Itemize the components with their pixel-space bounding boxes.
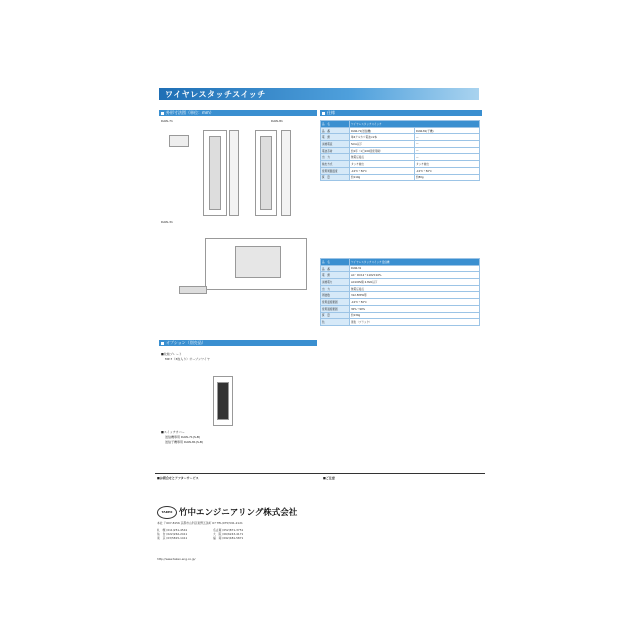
label-daw31: DAW-31 xyxy=(161,220,173,224)
table-cell: 質 量 xyxy=(321,312,350,319)
square-icon xyxy=(322,112,325,115)
table-row xyxy=(321,265,480,272)
table-cell: — xyxy=(415,141,480,148)
table-row xyxy=(321,154,480,161)
table-cell: 312.5MHz帯 xyxy=(350,292,480,299)
table-row xyxy=(321,279,480,286)
table-row xyxy=(321,312,480,319)
table-cell: 単4アルカリ電池×2本 xyxy=(350,134,415,141)
table-cell: 品 名 xyxy=(321,121,350,128)
table-header-row xyxy=(321,121,480,128)
company-url: http://www.takex-eng.co.jp/ xyxy=(157,557,196,561)
table-cell: — xyxy=(415,154,480,161)
square-icon xyxy=(161,112,164,115)
table-row xyxy=(321,292,480,299)
table-cell: 出 力 xyxy=(321,285,350,292)
table-cell: ワイヤレスタッチスイッチ受信機 xyxy=(350,259,480,266)
side-view-drawing xyxy=(169,135,189,147)
table-cell: 使用温度範囲 xyxy=(321,299,350,306)
daw81-touch-plate xyxy=(260,136,272,210)
table-cell: 無電圧接点 xyxy=(350,285,480,292)
table-cell: 約80g xyxy=(415,174,480,181)
table-cell: — xyxy=(415,147,480,154)
footer-divider xyxy=(155,473,485,474)
table-cell: 約1年（1日100回使用時） xyxy=(350,147,415,154)
table-cell: 品 名 xyxy=(321,259,350,266)
option-plate-body: MP-7（3枚入り）オープンワイヤ xyxy=(165,357,210,361)
daw81-side-outline xyxy=(281,130,291,216)
office-entry: 福 岡 (092)481-5871 xyxy=(213,536,244,540)
table-row xyxy=(321,285,480,292)
section-title: 外形寸法図（単位：mm） xyxy=(166,110,214,115)
table-cell: AC・DC12～110V±10% xyxy=(350,272,480,279)
section-title: 仕様 xyxy=(327,110,335,115)
spec-table-transmitter xyxy=(320,120,480,181)
table-cell: 30%～90% xyxy=(350,305,480,312)
headquarters-address: 本社 〒607-8156 京都市山科区東野五条町 67 TEL(075)591-2121 xyxy=(157,521,243,525)
table-row xyxy=(321,272,480,279)
table-cell: 使用周囲温度 xyxy=(321,167,350,174)
table-cell: 黒色（ブラック） xyxy=(350,319,480,326)
table-cell: 消費電流 xyxy=(321,141,350,148)
option-switch-dark xyxy=(217,382,229,420)
catalog-page xyxy=(155,78,485,583)
daw31-cable xyxy=(179,286,207,294)
table-row xyxy=(321,305,480,312)
takex-logo: TAKEX xyxy=(157,506,177,519)
company-name: 竹中エンジニアリング株式会社 xyxy=(179,508,298,518)
table-row xyxy=(321,141,480,148)
table-cell: 消費電力 xyxy=(321,279,350,286)
daw31-board xyxy=(235,246,281,278)
table-cell: 約130g xyxy=(350,312,480,319)
table-cell: 電 源 xyxy=(321,134,350,141)
table-cell: 5mA以下 xyxy=(350,141,415,148)
table-cell: -10℃～50℃ xyxy=(350,167,415,174)
table-cell: 約110g xyxy=(350,174,415,181)
table-cell: タッチ検出 xyxy=(415,161,480,168)
table-cell: タッチ検出 xyxy=(350,161,415,168)
section-header-spec xyxy=(320,110,482,116)
table-row xyxy=(321,161,480,168)
table-cell: 検出方式 xyxy=(321,161,350,168)
table-row xyxy=(321,319,480,326)
table-row xyxy=(321,299,480,306)
option-cover-title: ■スイッチカバー xyxy=(161,430,185,434)
option-cover-body-2: 送信子機専用 DAW-81(S-B) xyxy=(165,440,204,444)
table-cell: 質 量 xyxy=(321,174,350,181)
section-title: オプション（別売品） xyxy=(166,340,206,345)
table-row xyxy=(321,134,480,141)
table-cell: 使用湿度範囲 xyxy=(321,305,350,312)
office-entry: 東 京 (03)5815-1411 xyxy=(157,536,188,540)
table-cell: 出 力 xyxy=(321,154,350,161)
table-cell: DAW-71(送信機) xyxy=(350,127,415,134)
footer-caution-heading: ■ご注意 xyxy=(323,476,335,480)
office-entry: 名古屋 (052)871-3751 xyxy=(213,528,244,532)
table-row xyxy=(321,127,480,134)
table-cell: AC100V時 2.8VA以下 xyxy=(350,279,480,286)
table-cell: 電池寿命 xyxy=(321,147,350,154)
section-header-options xyxy=(159,340,317,346)
daw71-touch-plate xyxy=(209,136,221,210)
label-daw81: DAW-81 xyxy=(271,119,283,123)
label-daw71: DAW-71 xyxy=(161,119,173,123)
page-title: ワイヤレスタッチスイッチ xyxy=(165,90,266,99)
table-cell: 品 番 xyxy=(321,127,350,134)
table-cell: ワイヤレスタッチスイッチ xyxy=(350,121,480,128)
option-cover-body: 送信機専用 DAW-71(S-B) xyxy=(165,435,201,439)
table-header-row xyxy=(321,259,480,266)
spec-table-receiver xyxy=(320,258,480,326)
table-cell: 無電圧接点 xyxy=(350,154,415,161)
option-plate-title: ■化粧プレート xyxy=(161,352,182,356)
title-banner xyxy=(159,88,479,100)
square-icon xyxy=(161,342,164,345)
office-entry: 札 幌 (011)251-4541 xyxy=(157,528,188,532)
office-entry: 仙 台 (022)262-2411 xyxy=(157,532,188,536)
table-row xyxy=(321,147,480,154)
footer-inquiry-heading: ■お問合せとアフターサービス xyxy=(157,476,199,480)
table-cell: DAW-81(子機) xyxy=(415,127,480,134)
table-cell: — xyxy=(415,134,480,141)
table-cell: DAW-31 xyxy=(350,265,480,272)
section-header-dimensions xyxy=(159,110,317,116)
table-row xyxy=(321,167,480,174)
table-row xyxy=(321,174,480,181)
table-cell: 周波数 xyxy=(321,292,350,299)
office-entry: 大 阪 (06)6243-4171 xyxy=(213,532,244,536)
table-cell: -10℃～50℃ xyxy=(415,167,480,174)
daw71-side-outline xyxy=(229,130,239,216)
table-cell: 電 源 xyxy=(321,272,350,279)
table-cell: 色 xyxy=(321,319,350,326)
table-cell: 品 番 xyxy=(321,265,350,272)
table-cell: -10℃～50℃ xyxy=(350,299,480,306)
